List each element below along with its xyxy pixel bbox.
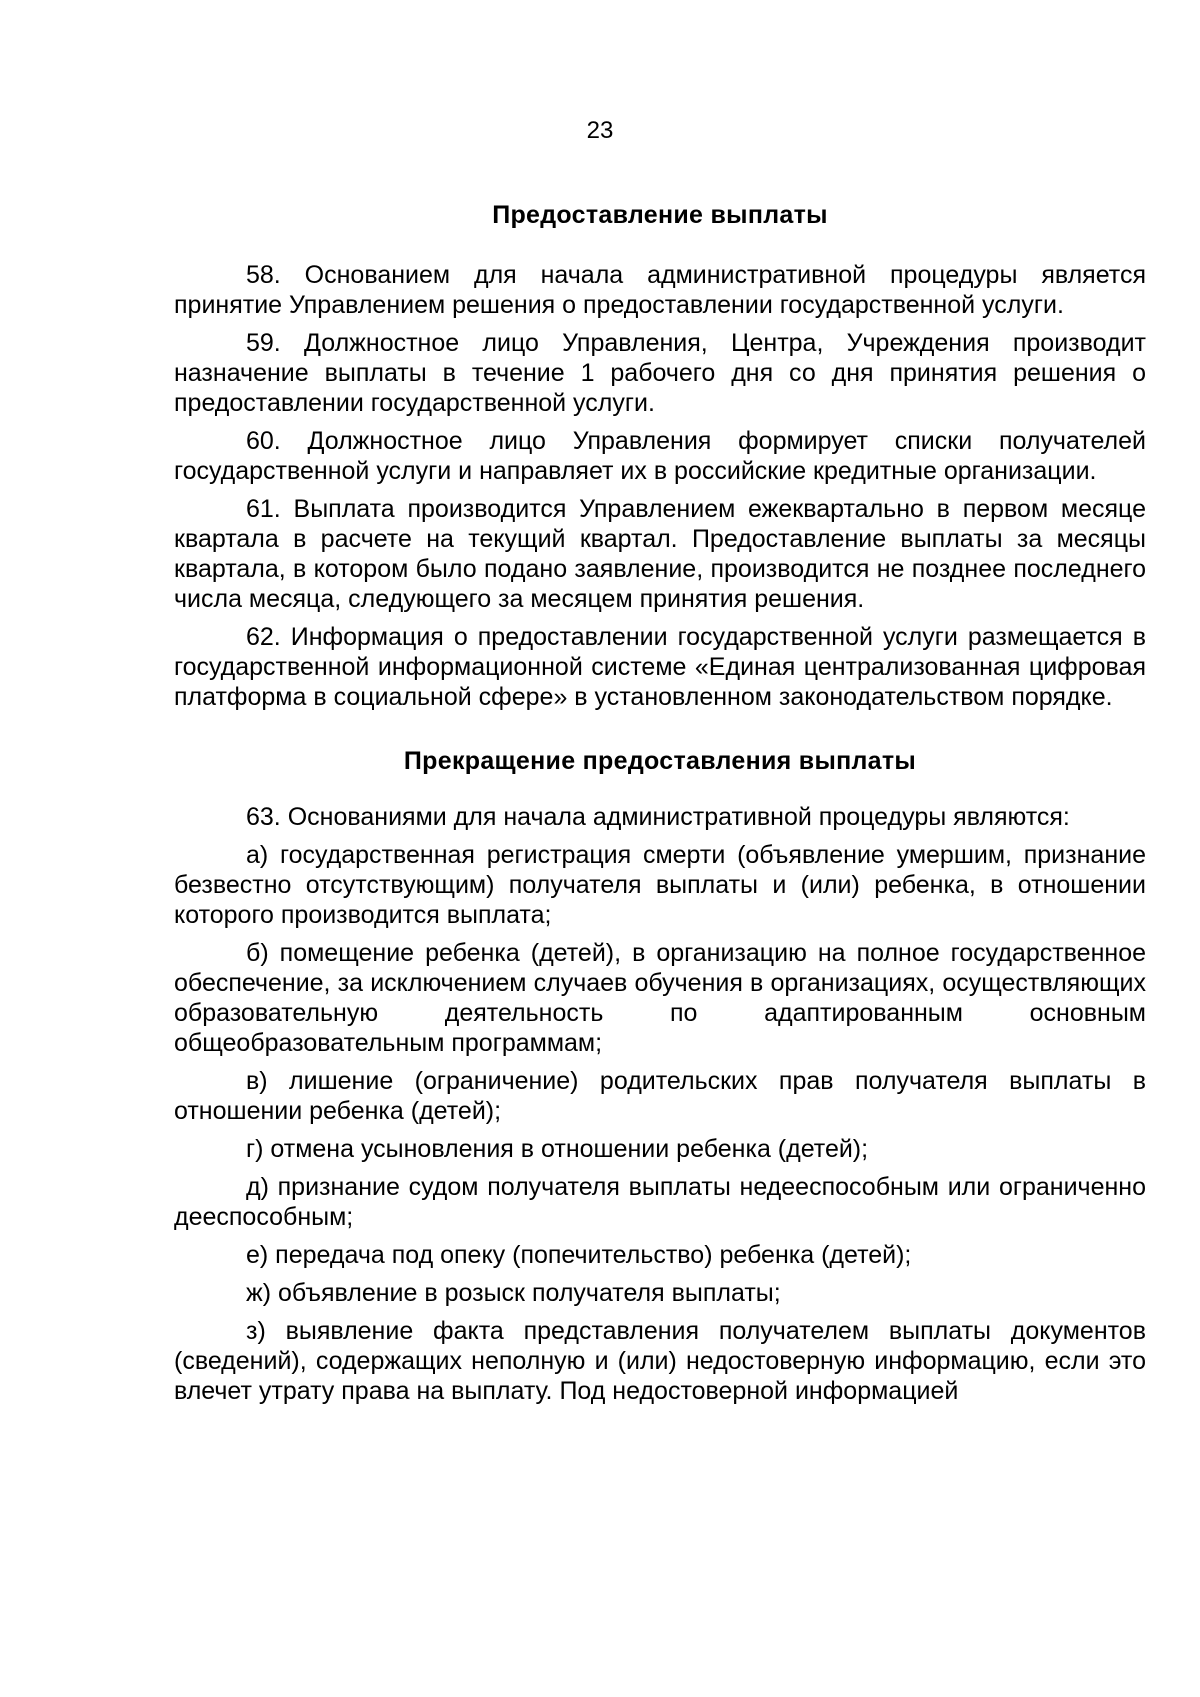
paragraph-62: 62. Информация о предоставлении государственной услуги размещается в государственной информационной системе «Единая централизованная цифровая платформа в социальной сфере» в установленном законодательством порядке. (174, 623, 1146, 711)
page-number: 23 (586, 117, 614, 144)
paragraph-59: 59. Должностное лицо Управления, Центра, Учреждения производит назначение выплаты в течение 1 рабочего дня со дня принятия решения о предоставлении государственной услуги. (174, 329, 1146, 417)
list-item-e: е) передача под опеку (попечительство) ребенка (детей); (246, 1241, 912, 1269)
document-body (174, 200, 1146, 1414)
paragraph-61: 61. Выплата производится Управлением ежеквартально в первом месяце квартала в расчете на текущий квартал. Предоставление выплаты за месяцы квартала, в котором было подано заявление, производится не позднее последнего числа месяца, следующего за месяцем принятия решения. (174, 495, 1146, 613)
paragraph-63: 63. Основаниями для начала административной процедуры являются: (246, 803, 1070, 831)
list-item-g: г) отмена усыновления в отношении ребенка (детей); (246, 1135, 869, 1163)
list-item-d: д) признание судом получателя выплаты недееспособным или ограниченно дееспособным; (174, 1173, 1146, 1231)
list-item-zh: ж) объявление в розыск получателя выплаты; (246, 1279, 781, 1307)
list-item-b: б) помещение ребенка (детей), в организацию на полное государственное обеспечение, за исключением случаев обучения в организациях, осуществляющих образовательную деятельность по адаптированным основным общеобразовательным программам; (174, 939, 1146, 1057)
paragraph-60: 60. Должностное лицо Управления формирует списки получателей государственной услуги и направляет их в российские кредитные организации. (174, 427, 1146, 485)
list-item-a: а) государственная регистрация смерти (объявление умершим, признание безвестно отсутствующим) получателя выплаты и (или) ребенка, в отношении которого производится выплата; (174, 841, 1146, 929)
section-heading-payment-provision: Предоставление выплаты (492, 201, 828, 229)
list-item-v: в) лишение (ограничение) родительских прав получателя выплаты в отношении ребенка (детей); (174, 1067, 1146, 1125)
list-item-z: з) выявление факта представления получателем выплаты документов (сведений), содержащих неполную и (или) недостоверную информацию, если это влечет утрату права на выплату. Под недостоверной информацией (174, 1317, 1146, 1405)
paragraph-58: 58. Основанием для начала административной процедуры является принятие Управлением решения о предоставлении государственной услуги. (174, 261, 1146, 319)
section-heading-payment-termination: Прекращение предоставления выплаты (403, 747, 917, 775)
